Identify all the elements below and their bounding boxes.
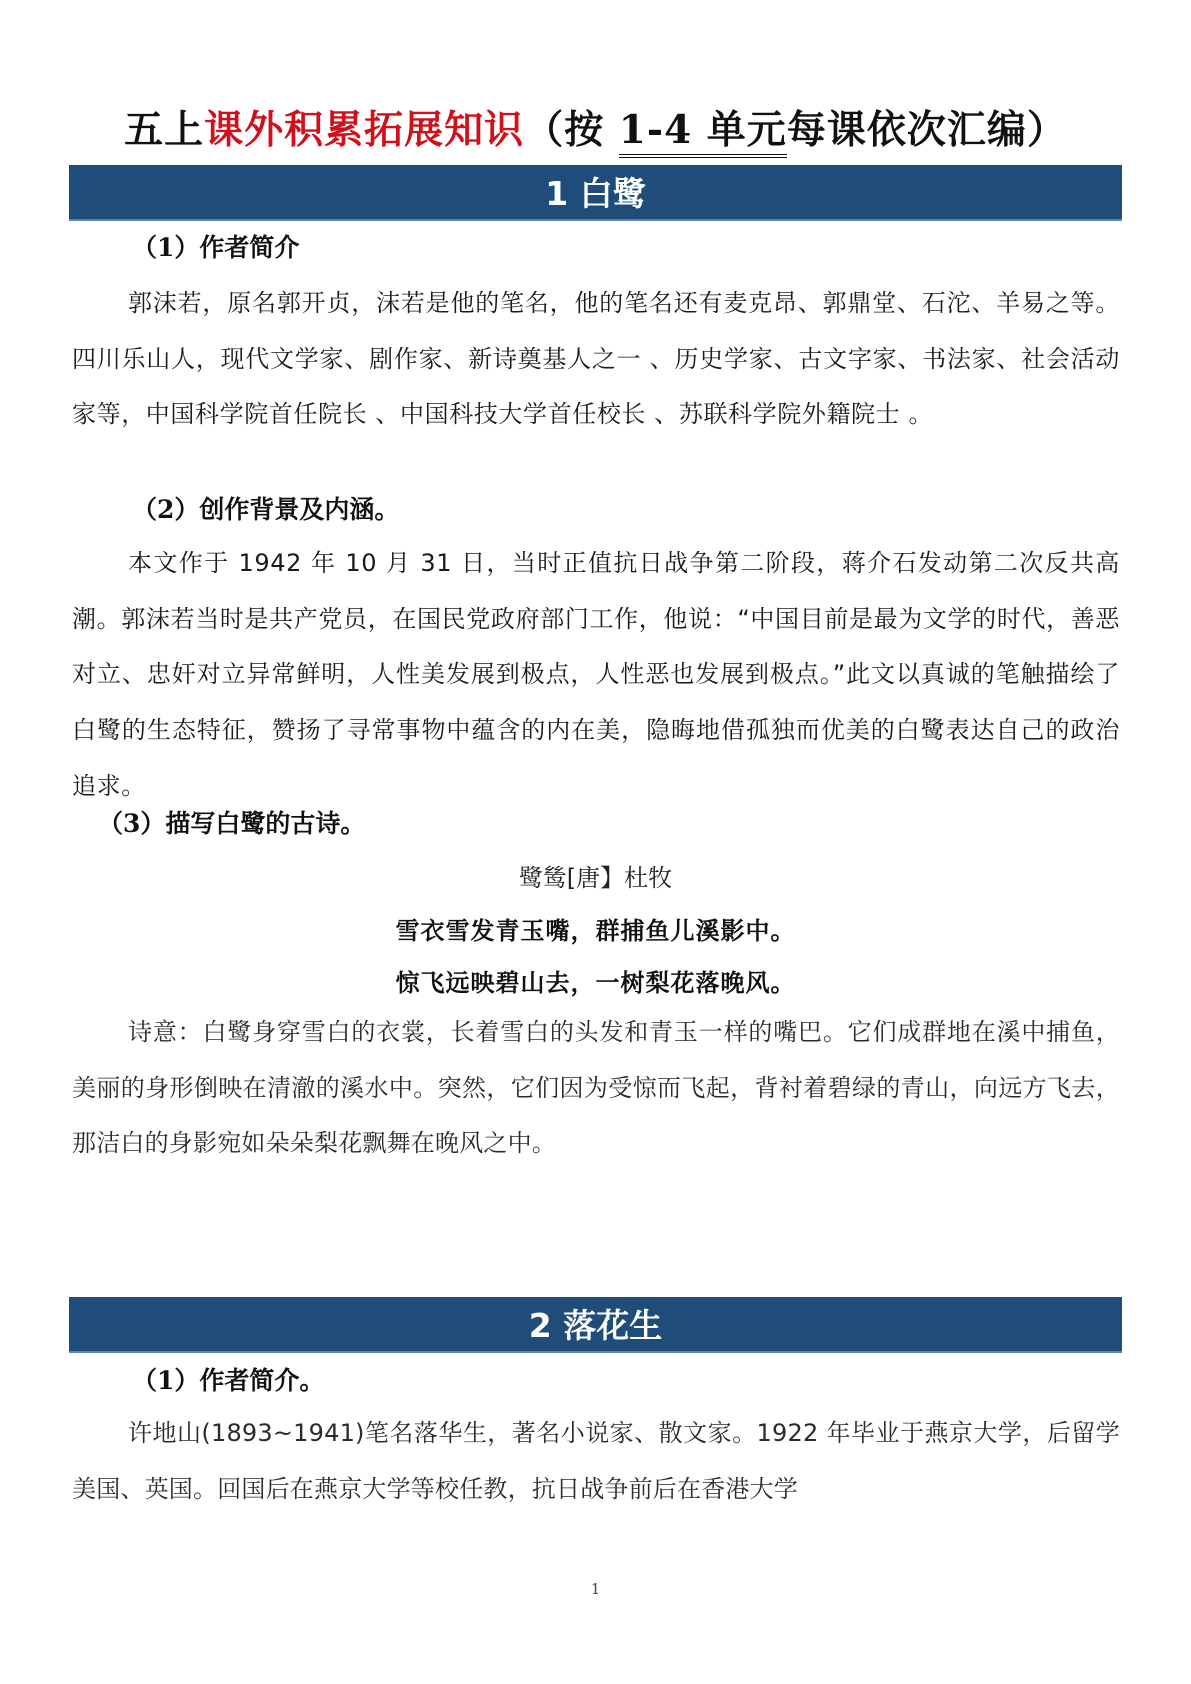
lesson1-author-text: 郭沫若，原名郭开贞，沫若是他的笔名，他的笔名还有麦克昂、郭鼎堂、石沱、羊易之等。四川乐山人，现代文学家、剧作家、新诗奠基人之一 、历史学家、古文字家、书法家、社会活动家等，中国科学院首任院长 、中国科技大学首任校长 、苏联科学院外籍院士 。 [72, 289, 1120, 429]
lesson1-section-bar: 1 白鹭 [69, 165, 1122, 221]
document-title [0, 100, 1191, 160]
poem-title: 鹭鸶[唐】杜牧 [518, 864, 673, 892]
lesson1-poem-heading: （3）描写白鹭的古诗。 [98, 809, 366, 838]
title-highlight: 课外积累拓展知识 [204, 107, 525, 153]
lesson1-author-heading: （1）作者简介 [132, 233, 300, 262]
lesson2-section-bar: 2 落花生 [69, 1297, 1122, 1353]
title-paren-close: 每课依次汇编） [786, 107, 1067, 153]
title-prefix: 五上 [124, 107, 205, 153]
lesson1-background-heading: （2）创作背景及内涵。 [132, 495, 400, 524]
lesson1-poem-meaning: 诗意：白鹭身穿雪白的衣裳，长着雪白的头发和青玉一样的嘴巴。它们成群地在溪中捕鱼，美丽的身形倒映在清澈的溪水中。突然，它们因为受惊而飞起，背衬着碧绿的青山，向远方飞去，那洁白的身影宛如朵朵梨花飘舞在晚风之中。 [72, 1018, 1120, 1158]
poem-line: 惊飞远映碧山去，一树梨花落晚风。 [395, 969, 796, 997]
poem-line: 雪衣雪发青玉嘴，群捕鱼儿溪影中。 [395, 917, 796, 945]
title-paren-open: （按 [524, 107, 619, 153]
lesson2-author-text: 许地山(1893~1941)笔名落华生，著名小说家、散文家。1922 年毕业于燕京大学，后留学美国、英国。回国后在燕京大学等校任教，抗日战争前后在香港大学 [72, 1419, 1120, 1503]
title-unit-range: 1-4 单元 [619, 107, 787, 158]
lesson2-author-heading: （1）作者简介。 [132, 1366, 325, 1395]
lesson1-background-text: 本文作于 1942 年 10 月 31 日，当时正值抗日战争第二阶段，蒋介石发动第二次反共高潮。郭沫若当时是共产党员，在国民党政府部门工作，他说：“中国目前是最为文学的时代，善恶对立、忠奸对立异常鲜明，人性美发展到极点，人性恶也发展到极点。”此文以真诚的笔触描绘了白鹭的生态特征，赞扬了寻常事物中蕴含的内在美，隐晦地借孤独而优美的白鹭表达自己的政治追求。 [72, 549, 1120, 800]
page-number: 1 [590, 1580, 601, 1598]
